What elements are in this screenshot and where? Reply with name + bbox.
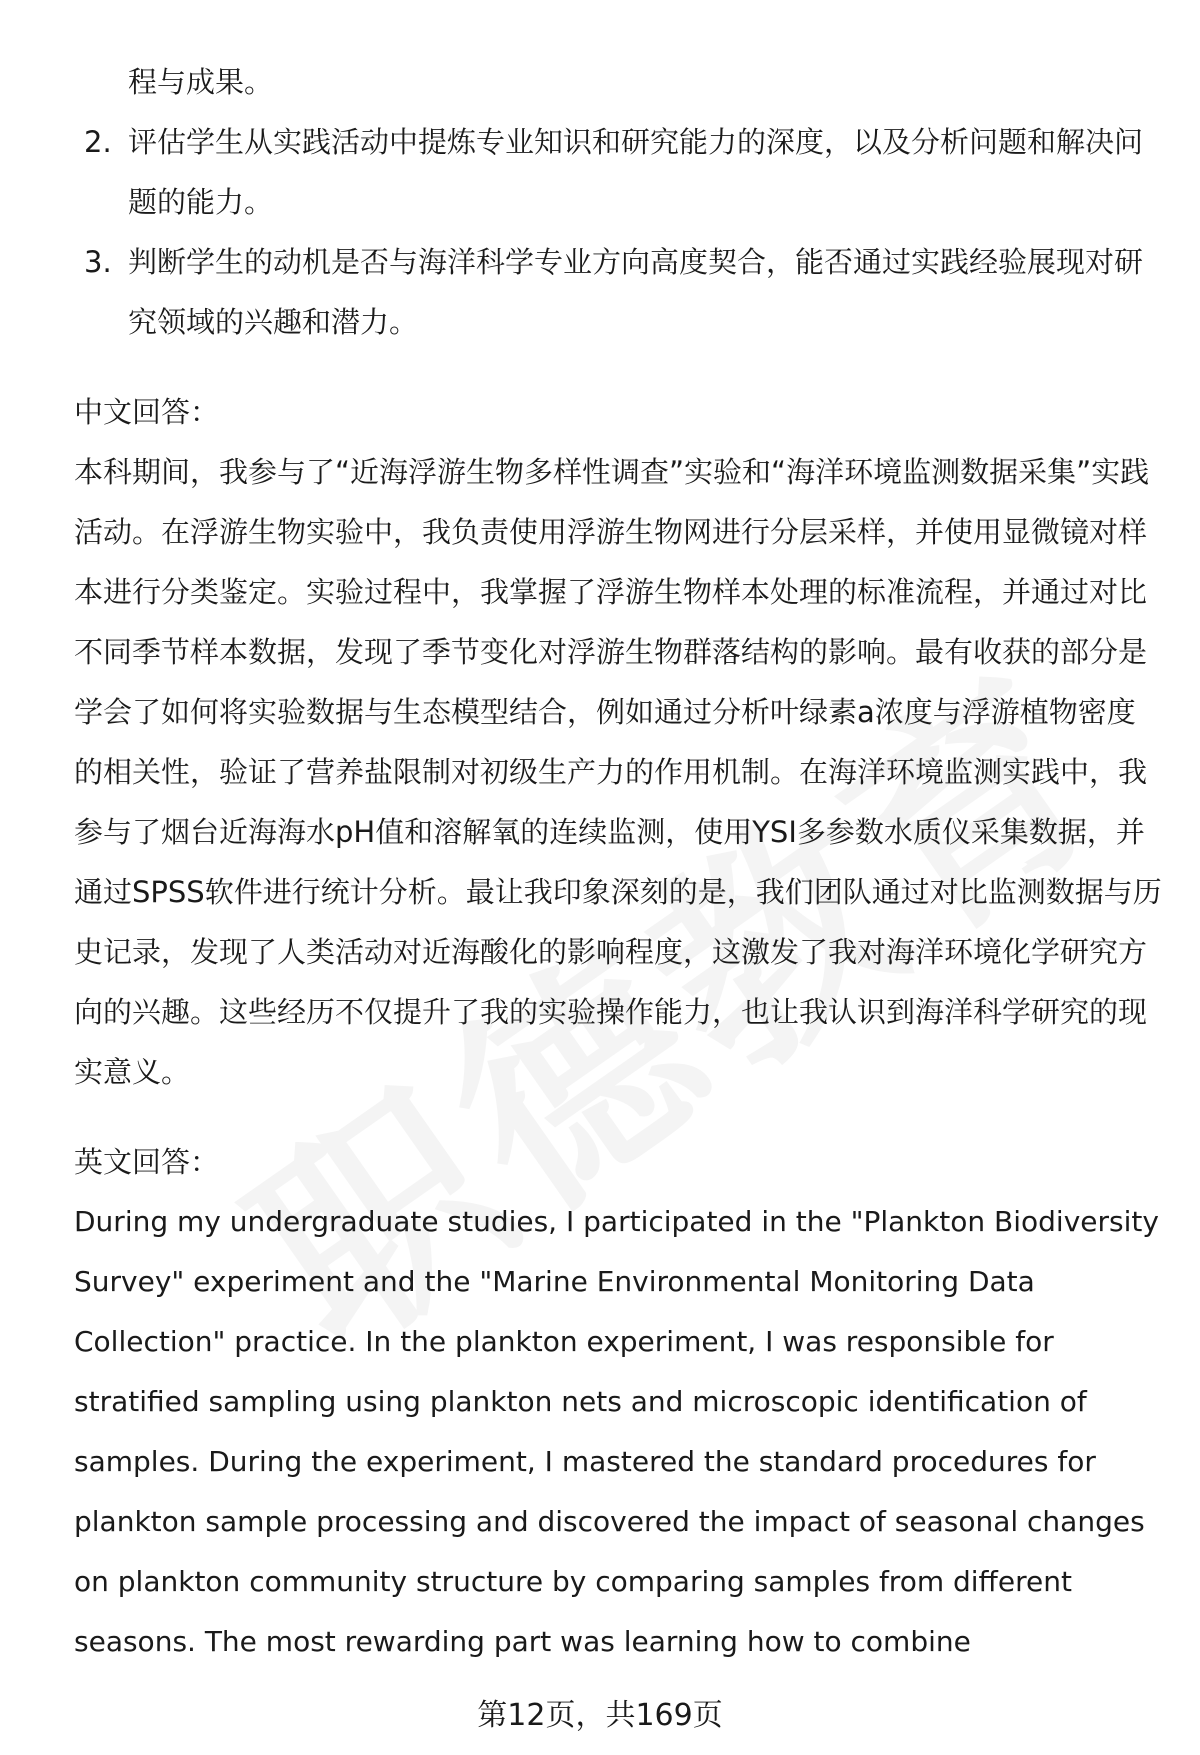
criteria-item: [74, 232, 1164, 352]
criteria-item-text: 判断学生的动机是否与海洋科学专业方向高度契合，能否通过实践经验展现对研究领域的兴趣和潜力。: [128, 245, 1144, 339]
english-answer-text: During my undergraduate studies, I participated in the "Plankton Biodiversity Survey" experiment and the "Marine Environmental Monitoring Data Collection" practice. In the plankton experiment, I was responsible for stratified sampling using plankton nets and microscopic identification of samples. During the experiment, I mastered the standard procedures for plankton sample processing and discovered the impact of seasonal changes on plankton community structure by comparing samples from different seasons. The most rewarding part was learning how to combine: [74, 1205, 1159, 1658]
criteria-item-number: 2.: [84, 125, 112, 159]
criteria-item-number: 3.: [84, 245, 112, 279]
english-answer-label: 英文回答：: [74, 1145, 220, 1179]
document-page: [74, 52, 1164, 1672]
chinese-answer-text: 本科期间，我参与了“近海浮游生物多样性调查”实验和“海洋环境监测数据采集”实践活动。在浮游生物实验中，我负责使用浮游生物网进行分层采样，并使用显微镜对样本进行分类鉴定。实验过程中，我掌握了浮游生物样本处理的标准流程，并通过对比不同季节样本数据，发现了季节变化对浮游生物群落结构的影响。最有收获的部分是学会了如何将实验数据与生态模型结合，例如通过分析叶绿素a浓度与浮游植物密度的相关性，验证了营养盐限制对初级生产力的作用机制。在海洋环境监测实践中，我参与了烟台近海海水pH值和溶解氧的连续监测，使用YSI多参数水质仪采集数据，并通过SPSS软件进行统计分析。最让我印象深刻的是，我们团队通过对比监测数据与历史记录，发现了人类活动对近海酸化的影响程度，这激发了我对海洋环境化学研究方向的兴趣。这些经历不仅提升了我的实验操作能力，也让我认识到海洋科学研究的现实意义。: [74, 455, 1162, 1089]
page-number: 第12页，共169页: [477, 1698, 723, 1733]
intro-continuation: 程与成果。: [128, 65, 274, 99]
criteria-item: [74, 112, 1164, 232]
chinese-answer-label: 中文回答：: [74, 395, 220, 429]
criteria-item-text: 评估学生从实践活动中提炼专业知识和研究能力的深度，以及分析问题和解决问题的能力。: [128, 125, 1144, 219]
